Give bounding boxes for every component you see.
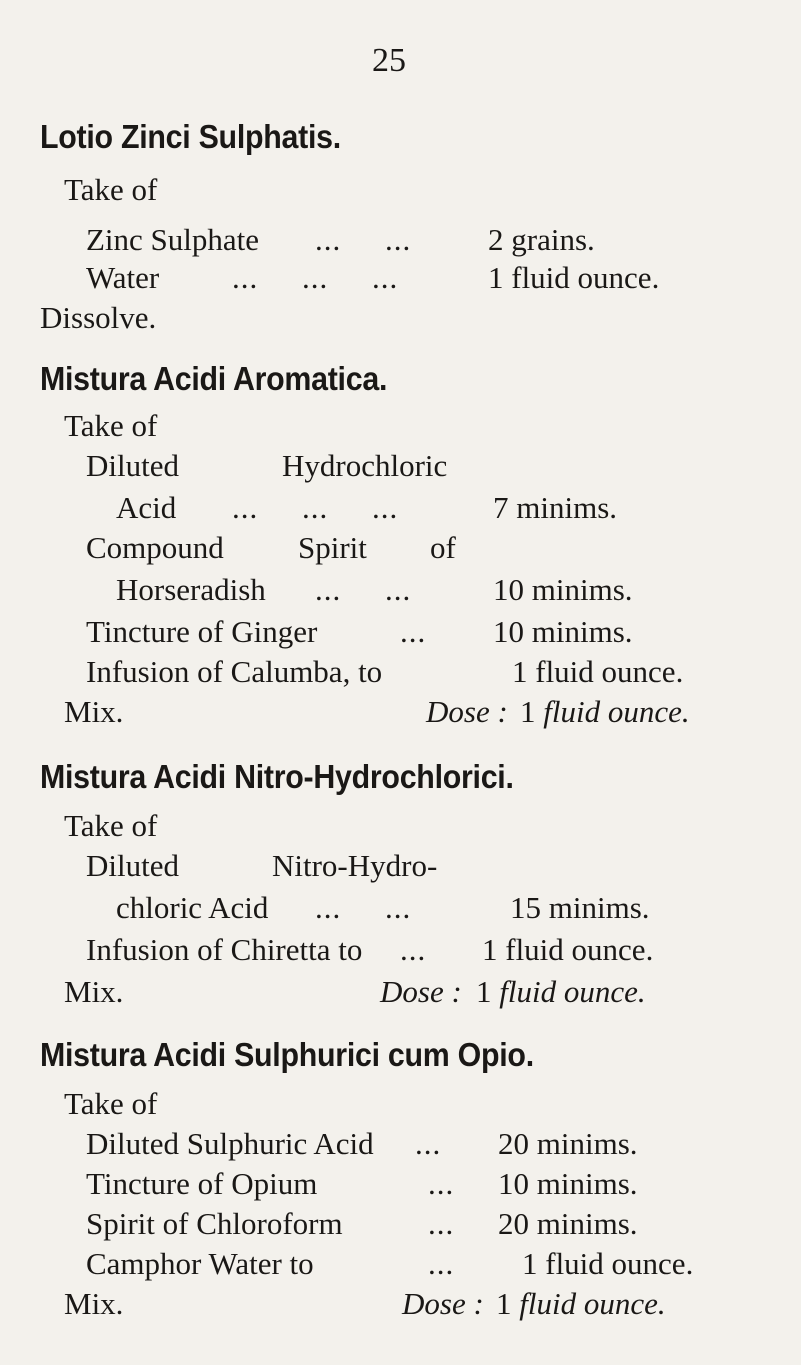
- leader-dots: ...: [428, 1166, 455, 1201]
- leader-dots: ...: [415, 1126, 442, 1161]
- ingredient-name: Horseradish: [116, 572, 266, 607]
- ingredient-name: Zinc Sulphate: [86, 222, 260, 257]
- ingredient-name: Tincture of Opium: [86, 1166, 318, 1201]
- leader-dots: ...: [400, 932, 427, 967]
- dose-label: Dose :: [426, 694, 508, 729]
- ingredient-name-cont: Nitro-Hydro-: [272, 848, 438, 883]
- leader-dots: ...: [400, 614, 427, 649]
- instruction: Mix.: [64, 694, 124, 729]
- ingredient-amount: 15 minims.: [510, 890, 650, 925]
- ingredient-amount: 20 minims.: [498, 1126, 638, 1161]
- ingredient-name: Tincture of Ginger: [86, 614, 318, 649]
- take-of: Take of: [64, 408, 158, 443]
- dose-number: 1: [520, 694, 536, 729]
- instruction: Dissolve.: [40, 300, 157, 335]
- dose-number: 1: [476, 974, 492, 1009]
- ingredient-name: Water: [86, 260, 160, 295]
- ingredient-amount: 10 minims.: [493, 572, 633, 607]
- section-title-lotio: Lotio Zinci Sulphatis.: [40, 118, 341, 155]
- ingredient-name: Diluted Sulphuric Acid: [86, 1126, 374, 1161]
- ingredient-amount: 10 minims.: [498, 1166, 638, 1201]
- section-title-aromatica: Mistura Acidi Aromatica.: [40, 360, 388, 397]
- page-number: 25: [372, 42, 406, 79]
- leader-dots: ... ... ...: [232, 260, 399, 295]
- section-title-nitro: Mistura Acidi Nitro-Hydrochlorici.: [40, 758, 514, 795]
- dose-value: [496, 1286, 666, 1322]
- dose-label: Dose :: [380, 974, 462, 1009]
- leader-dots: ...: [428, 1246, 455, 1281]
- leader-dots: ... ...: [315, 222, 412, 257]
- ingredient-name: chloric Acid: [116, 890, 269, 925]
- ingredient-amount: 1 fluid ounce.: [488, 260, 660, 295]
- ingredient-name: Acid: [116, 490, 177, 525]
- ingredient-amount: 10 minims.: [493, 614, 633, 649]
- ingredient-name: Camphor Water to: [86, 1246, 314, 1281]
- leader-dots: ...: [428, 1206, 455, 1241]
- ingredient-name-cont: Spirit: [298, 530, 367, 565]
- ingredient-name: Spirit of Chloroform: [86, 1206, 343, 1241]
- ingredient-name: Compound: [86, 530, 224, 565]
- dose-number: 1: [496, 1286, 512, 1321]
- section-title-sulphurici: Mistura Acidi Sulphurici cum Opio.: [40, 1036, 534, 1073]
- leader-dots: ... ... ...: [232, 490, 399, 525]
- ingredient-amount: 1 fluid ounce.: [512, 654, 684, 689]
- dose-value: [520, 694, 690, 730]
- ingredient-name-cont: of: [430, 530, 456, 565]
- dose-value: [476, 974, 646, 1010]
- ingredient-amount: 1 fluid ounce.: [522, 1246, 694, 1281]
- dose-unit: fluid ounce.: [543, 694, 690, 729]
- instruction: Mix.: [64, 974, 124, 1009]
- dose-label: Dose :: [402, 1286, 484, 1321]
- ingredient-name: Infusion of Calumba, to: [86, 654, 383, 689]
- leader-dots: ... ...: [315, 890, 412, 925]
- ingredient-name-cont: Hydrochloric: [282, 448, 448, 483]
- ingredient-amount: 2 grains.: [488, 222, 595, 257]
- ingredient-name: Diluted: [86, 448, 179, 483]
- dose-unit: fluid ounce.: [499, 974, 646, 1009]
- ingredient-amount: 20 minims.: [498, 1206, 638, 1241]
- ingredient-amount: 7 minims.: [493, 490, 618, 525]
- leader-dots: ... ...: [315, 572, 412, 607]
- take-of: Take of: [64, 1086, 158, 1121]
- take-of: Take of: [64, 808, 158, 843]
- ingredient-name: Infusion of Chiretta to: [86, 932, 363, 967]
- take-of: Take of: [64, 172, 158, 207]
- ingredient-name: Diluted: [86, 848, 179, 883]
- dose-unit: fluid ounce.: [519, 1286, 666, 1321]
- ingredient-amount: 1 fluid ounce.: [482, 932, 654, 967]
- instruction: Mix.: [64, 1286, 124, 1321]
